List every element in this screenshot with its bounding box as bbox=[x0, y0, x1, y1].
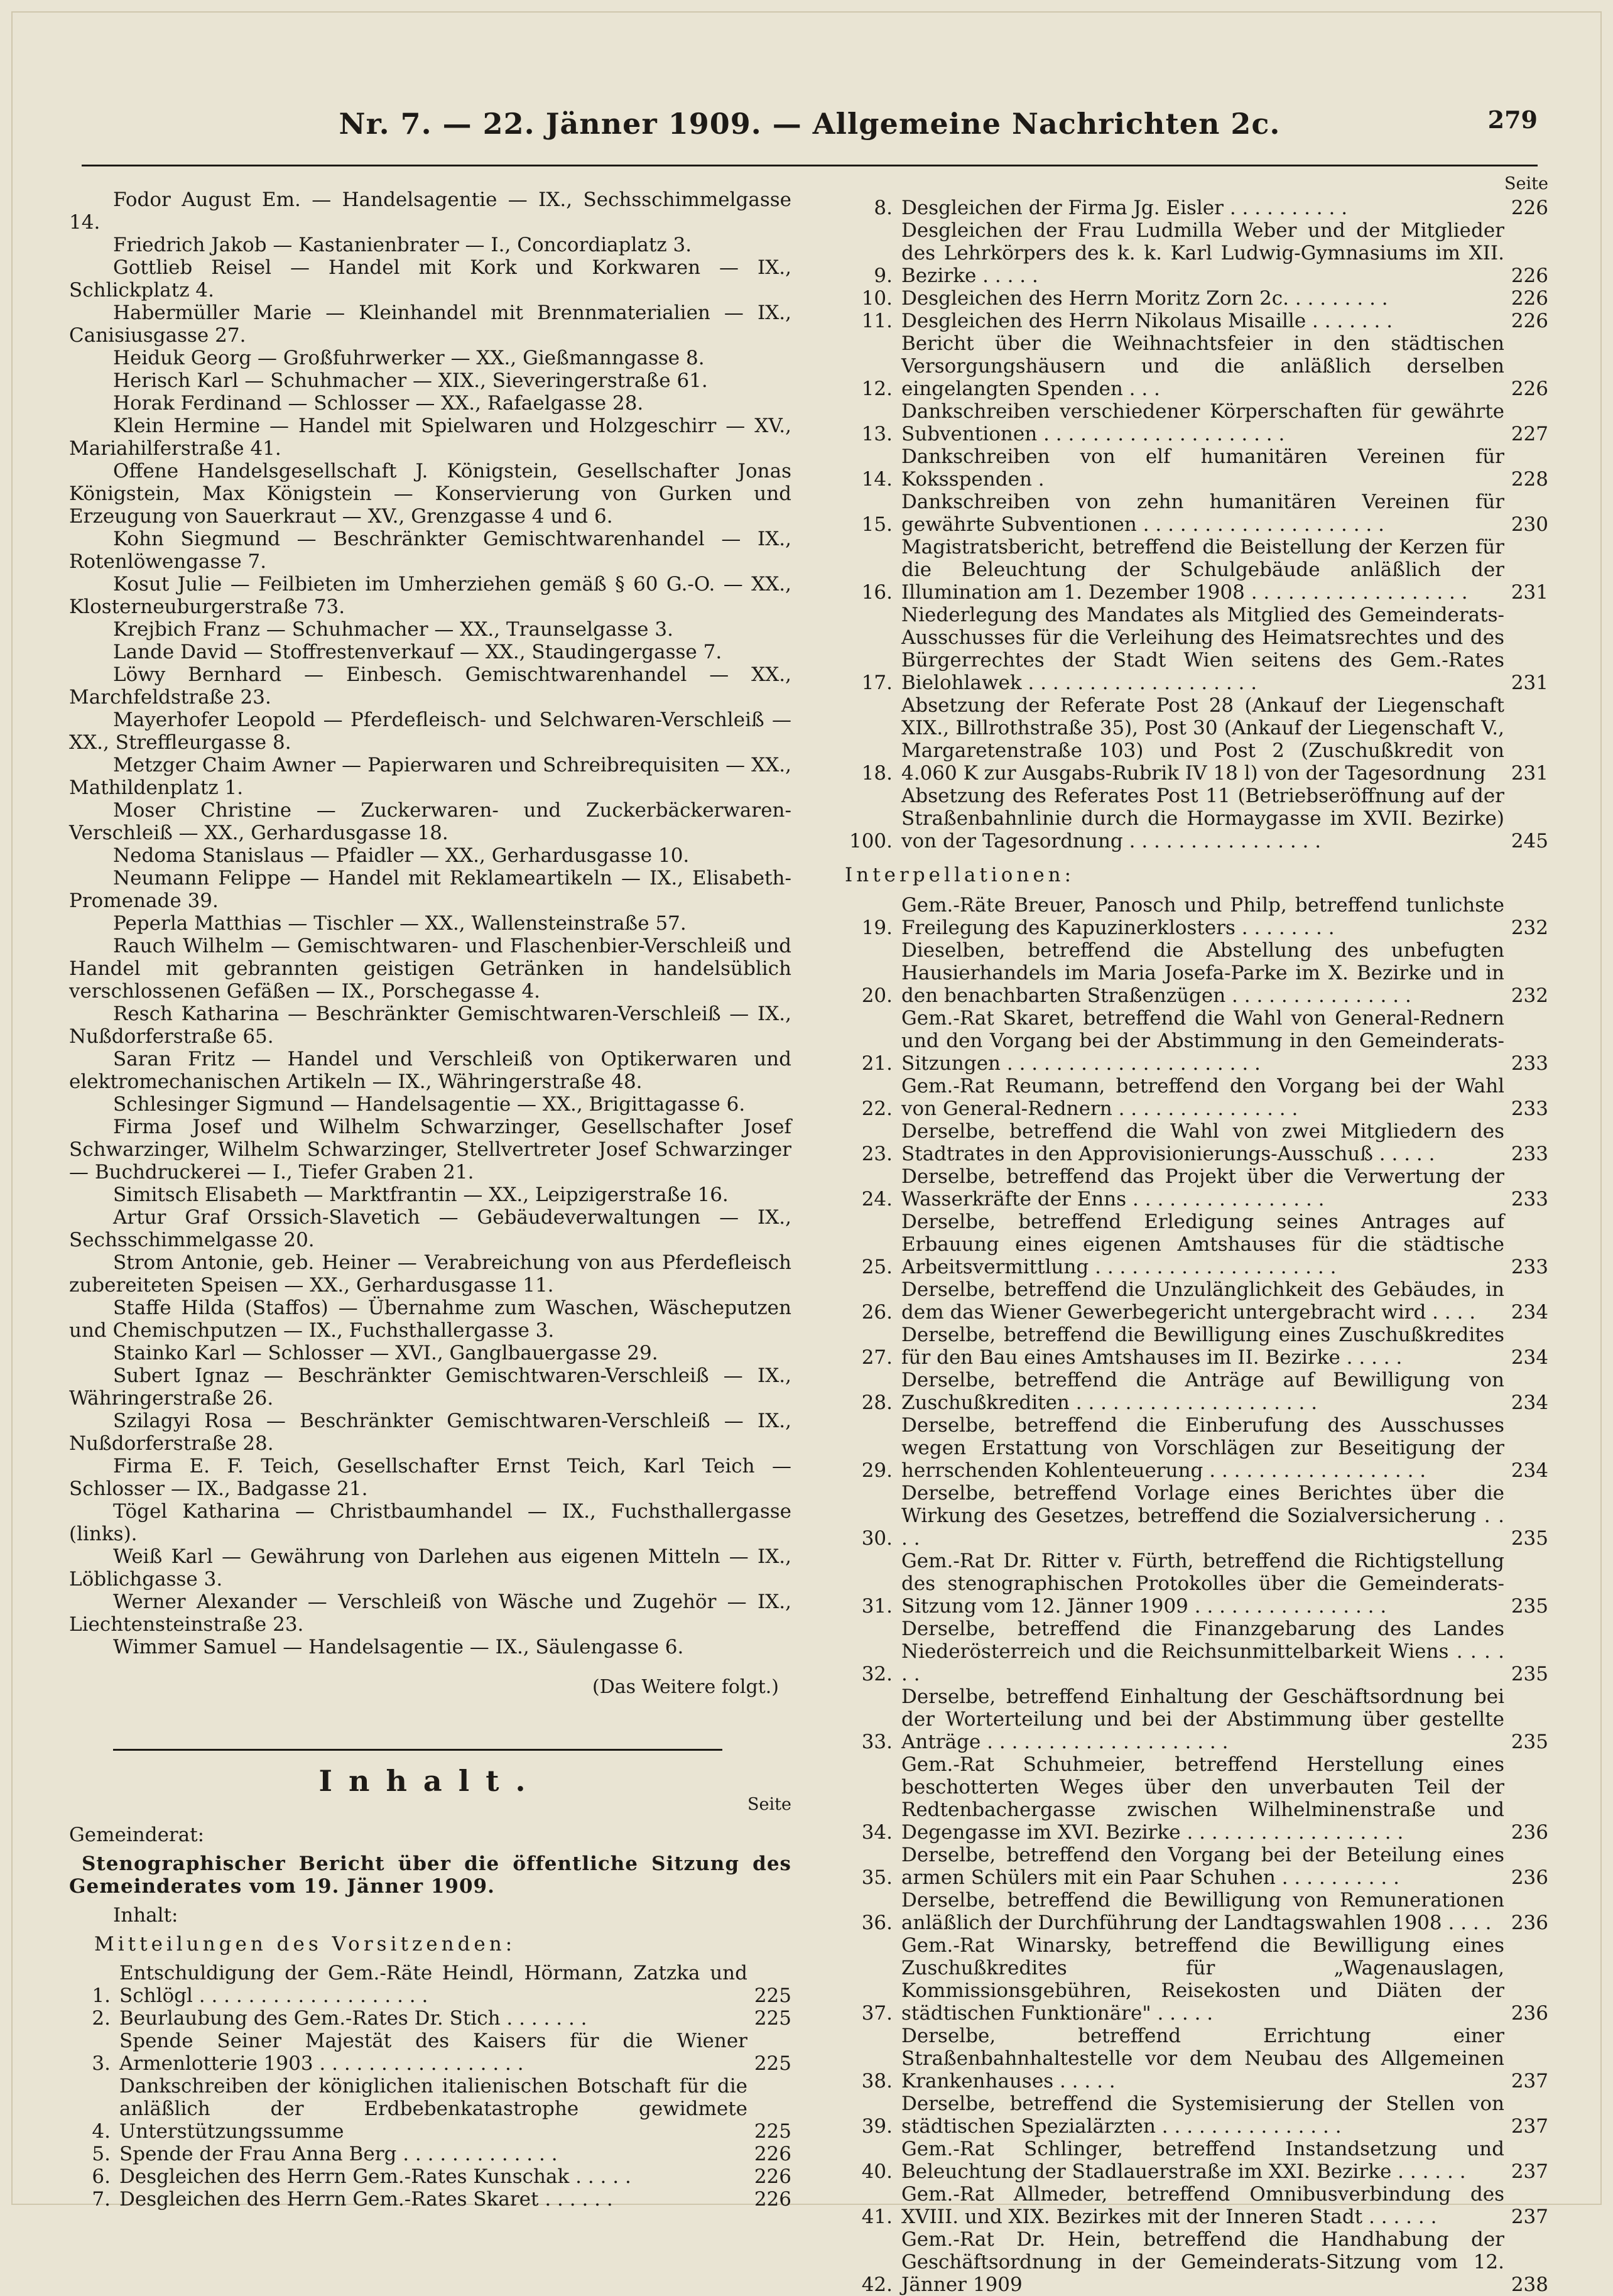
header-title: Nr. 7. — 22. Jänner 1909. — Allgemeine Nachrichten 2c. bbox=[339, 107, 1281, 141]
toc-item-number: 14. bbox=[861, 468, 893, 491]
contents-title: Inhalt. bbox=[318, 1764, 542, 1798]
toc-item bbox=[839, 1482, 1548, 1550]
toc-item-text: Desgleichen des Herrn Gem.-Rates Skaret . . . . . . bbox=[119, 2188, 613, 2211]
toc-item bbox=[839, 1753, 1548, 1844]
toc-item-text: Gem.-Räte Breuer, Panosch und Philp, betreffend tunlichste Freilegung des Kapuzinerklosters . . . . . . . . bbox=[901, 894, 1504, 939]
toc-item-text: Bericht über die Weihnachtsfeier in den städtischen Versorgungshäusern und die anläßlich derselben eingelangten Spenden . . . bbox=[901, 332, 1504, 400]
toc-item-page: 232 bbox=[1511, 917, 1548, 939]
seite-label-right: Seite bbox=[1504, 174, 1548, 193]
toc-item bbox=[839, 197, 1548, 219]
seite-label: Seite bbox=[747, 1795, 791, 1814]
toc-item-text: Derselbe, betreffend das Projekt über die Verwertung der Wasserkräfte der Enns . . . . . . . . . . . . . . . . bbox=[901, 1165, 1504, 1211]
register-entry: Staffe Hilda (Staffos) — Übernahme zum Waschen, Wäscheputzen und Chemischputzen — IX., Fuchsthallergasse 3. bbox=[69, 1297, 791, 1342]
toc-item-text: Spende Seiner Majestät des Kaisers für die Wiener Armenlotterie 1903 . . . . . . . . . . . . . . . . . bbox=[119, 2030, 747, 2075]
toc-item-text: Dankschreiben von elf humanitären Vereinen für Koksspenden . bbox=[901, 445, 1504, 491]
toc-item-text: Derselbe, betreffend die Systemisierung der Stellen von städtischen Spezialärzten . . . . . . . . . . . . . . . bbox=[901, 2092, 1504, 2138]
toc-item-page: 233 bbox=[1511, 1188, 1548, 1211]
toc-item-page: 232 bbox=[1511, 984, 1548, 1007]
right-column bbox=[839, 173, 1548, 2296]
toc-item-number: 21. bbox=[861, 1052, 893, 1075]
toc-item-page: 225 bbox=[754, 1984, 791, 2007]
toc-left-list bbox=[69, 1962, 791, 2211]
toc-item-page: 233 bbox=[1511, 1143, 1548, 1165]
toc-item-text: Gem.-Rat Allmeder, betreffend Omnibusverbindung des XVIII. und XIX. Bezirkes mit der Inneren Stadt . . . . . . bbox=[901, 2183, 1504, 2228]
toc-item bbox=[839, 1278, 1548, 1324]
toc-item-number: 22. bbox=[861, 1097, 893, 1120]
toc-item-number: 24. bbox=[861, 1188, 893, 1211]
toc-item-text: Absetzung des Referates Post 11 (Betriebseröffnung auf der Straßenbahnlinie durch die Hormaygasse im XVII. Bezirke) von der Tagesordnung . . . . . . . . . . . . . . . . bbox=[901, 785, 1504, 852]
toc-item-text: Derselbe, betreffend Erledigung seines Antrages auf Erbauung eines eigenen Amtshauses für die städtische Arbeitsvermittlung . . . . . . . . . . . . . . . . . . . . bbox=[901, 1211, 1504, 1278]
toc-item-text: Spende der Frau Anna Berg . . . . . . . . . . . . . bbox=[119, 2143, 558, 2165]
register-entry: Artur Graf Orssich-Slavetich — Gebäudeverwaltungen — IX., Sechsschimmelgasse 20. bbox=[69, 1206, 791, 1251]
toc-item bbox=[69, 2188, 791, 2211]
register-entry: Offene Handelsgesellschaft J. Königstein, Gesellschafter Jonas Königstein, Max Königstein — Konservierung von Gurken und Erzeugung von Sauerkraut — XV., Grenzgasse 4 und 6. bbox=[69, 460, 791, 528]
toc-item-page: 237 bbox=[1511, 2160, 1548, 2183]
toc-item-number: 100. bbox=[849, 830, 893, 852]
toc-item bbox=[839, 400, 1548, 445]
toc-item-number: 23. bbox=[861, 1143, 893, 1165]
toc-item-text: Gem.-Rat Reumann, betreffend den Vorgang bei der Wahl von General-Rednern . . . . . . . . . . . . . . . bbox=[901, 1075, 1504, 1120]
toc-item-page: 236 bbox=[1511, 1866, 1548, 1889]
toc-item bbox=[839, 1075, 1548, 1120]
page-header bbox=[82, 94, 1538, 151]
toc-item-text: Derselbe, betreffend den Vorgang bei der Beteilung eines armen Schülers mit ein Paar Schuhen . . . . . . . . . . bbox=[901, 1844, 1504, 1889]
toc-item bbox=[839, 1685, 1548, 1753]
toc-item bbox=[839, 1324, 1548, 1369]
toc-item-number: 36. bbox=[861, 1912, 893, 1934]
toc-item bbox=[839, 694, 1548, 785]
toc-item-number: 25. bbox=[861, 1256, 893, 1278]
register-entry: Neumann Felippe — Handel mit Reklameartikeln — IX., Elisabeth-Promenade 39. bbox=[69, 867, 791, 912]
toc-item-number: 41. bbox=[861, 2206, 893, 2228]
toc-item-page: 225 bbox=[754, 2007, 791, 2030]
register-entry: Heiduk Georg — Großfuhrwerker — XX., Gießmanngasse 8. bbox=[113, 347, 705, 369]
toc-item-number: 30. bbox=[861, 1527, 893, 1550]
toc-item-number: 26. bbox=[861, 1301, 893, 1324]
toc-item-page: 226 bbox=[754, 2143, 791, 2165]
toc-item bbox=[839, 1618, 1548, 1685]
toc-item-number: 19. bbox=[861, 917, 893, 939]
toc-item-text: Gem.-Rat Dr. Hein, betreffend die Handhabung der Geschäftsordnung in der Gemeinderats-Sitzung vom 12. Jänner 1909 bbox=[901, 2228, 1504, 2296]
toc-item-page: 236 bbox=[1511, 1821, 1548, 1844]
toc-item-text: Dankschreiben von zehn humanitären Vereinen für gewährte Subventionen . . . . . . . . . . . . . . . . . . . . bbox=[901, 491, 1504, 536]
register-entry: Löwy Bernhard — Einbesch. Gemischtwarenhandel — XX., Marchfeldstraße 23. bbox=[69, 663, 791, 709]
toc-item bbox=[839, 310, 1548, 332]
toc-item-page: 237 bbox=[1511, 2070, 1548, 2092]
toc-item-text: Desgleichen des Herrn Moritz Zorn 2c. . . . . . . . . bbox=[901, 287, 1388, 310]
page-number: 279 bbox=[1487, 106, 1538, 134]
register-entry: Lande David — Stoffrestenverkauf — XX., Staudingergasse 7. bbox=[113, 641, 722, 663]
toc-item-number: 8. bbox=[874, 197, 893, 219]
mitteilungen-label: Mitteilungen des Vorsitzenden: bbox=[94, 1933, 516, 1956]
toc-item-text: Desgleichen des Herrn Nikolaus Misaille . . . . . . . bbox=[901, 310, 1393, 332]
toc-item bbox=[839, 1414, 1548, 1482]
toc-item bbox=[839, 2092, 1548, 2138]
toc-item-page: 234 bbox=[1511, 1391, 1548, 1414]
toc-item bbox=[839, 2025, 1548, 2092]
toc-item-text: Derselbe, betreffend die Unzulänglichkeit des Gebäudes, in dem das Wiener Gewerbegericht untergebracht wird . . . . bbox=[901, 1278, 1504, 1324]
toc-item bbox=[839, 445, 1548, 491]
toc-item-number: 3. bbox=[92, 2052, 111, 2075]
toc-item-number: 35. bbox=[861, 1866, 893, 1889]
toc-item-page: 228 bbox=[1511, 468, 1548, 491]
toc-item-page: 227 bbox=[1511, 423, 1548, 445]
register-entry: Herisch Karl — Schuhmacher — XIX., Sieveringerstraße 61. bbox=[113, 369, 708, 392]
toc-item-text: Derselbe, betreffend die Wahl von zwei Mitgliedern des Stadtrates in den Approvisionierungs-Ausschuß . . . . . bbox=[901, 1120, 1504, 1165]
toc-item bbox=[839, 491, 1548, 536]
register-entry: Gottlieb Reisel — Handel mit Kork und Korkwaren — IX., Schlickplatz 4. bbox=[69, 256, 791, 302]
register-entry: Horak Ferdinand — Schlosser — XX., Rafaelgasse 28. bbox=[113, 392, 644, 415]
toc-item-text: Gem.-Rat Dr. Ritter v. Fürth, betreffend die Richtigstellung des stenographischen Protokolles über die Gemeinderats-Sitzung vom 12. Jänner 1909 . . . . . . . . . . . . . . . . bbox=[901, 1550, 1504, 1618]
toc-item-text: Beurlaubung des Gem.-Rates Dr. Stich . . . . . . . bbox=[119, 2007, 587, 2030]
register-entry: Strom Antonie, geb. Heiner — Verabreichung von aus Pferdefleisch zubereiteten Speisen — XX., Gerhardusgasse 11. bbox=[69, 1251, 791, 1297]
interpellationen-label: Interpellationen: bbox=[845, 864, 1075, 886]
register-entry: Fodor August Em. — Handelsagentie — IX., Sechsschimmelgasse 14. bbox=[69, 188, 791, 234]
toc-item bbox=[69, 2143, 791, 2165]
toc-item-number: 39. bbox=[861, 2115, 893, 2138]
toc-item-text: Dieselben, betreffend die Abstellung des unbefugten Hausierhandels im Maria Josefa-Parke im X. Bezirke und in den benachbarten Straßenzügen . . . . . . . . . . . . . . . bbox=[901, 939, 1504, 1007]
toc-item bbox=[839, 1165, 1548, 1211]
trade-register-list bbox=[69, 188, 791, 1658]
toc-item-page: 230 bbox=[1511, 513, 1548, 536]
toc-item-text: Derselbe, betreffend die Bewilligung von Remunerationen anläßlich der Durchführung der Landtagswahlen 1908 . . . . bbox=[901, 1889, 1504, 1934]
toc-item-page: 238 bbox=[1511, 2273, 1548, 2296]
register-entry: Nedoma Stanislaus — Pfaidler — XX., Gerhardusgasse 10. bbox=[113, 844, 690, 867]
toc-item-page: 231 bbox=[1511, 672, 1548, 694]
toc-item-number: 10. bbox=[861, 287, 893, 310]
register-entry: Stainko Karl — Schlosser — XVI., Ganglbauergasse 29. bbox=[113, 1342, 658, 1364]
toc-item-number: 16. bbox=[861, 581, 893, 604]
toc-item-page: 233 bbox=[1511, 1052, 1548, 1075]
toc-item-page: 233 bbox=[1511, 1097, 1548, 1120]
toc-item-text: Derselbe, betreffend Vorlage eines Berichtes über die Wirkung des Gesetzes, betreffend die Sozialversicherung . . . . bbox=[901, 1482, 1504, 1550]
toc-item-number: 20. bbox=[861, 984, 893, 1007]
toc-item-page: 234 bbox=[1511, 1346, 1548, 1369]
toc-item bbox=[839, 1844, 1548, 1889]
register-entry: Kosut Julie — Feilbieten im Umherziehen gemäß § 60 G.-O. — XX., Klosterneuburgerstraße 73. bbox=[69, 573, 791, 618]
toc-item-page: 236 bbox=[1511, 1912, 1548, 1934]
register-entry: Schlesinger Sigmund — Handelsagentie — XX., Brigittagasse 6. bbox=[113, 1093, 746, 1116]
register-entry: Resch Katharina — Beschränkter Gemischtwaren-Verschleiß — IX., Nußdorferstraße 65. bbox=[69, 1003, 791, 1048]
toc-item-text: Desgleichen des Herrn Gem.-Rates Kunschak . . . . . bbox=[119, 2165, 631, 2188]
register-entry: Habermüller Marie — Kleinhandel mit Brennmaterialien — IX., Canisiusgasse 27. bbox=[69, 302, 791, 347]
gemeinderat-label: Gemeinderat: bbox=[69, 1824, 205, 1846]
toc-item-number: 6. bbox=[92, 2165, 111, 2188]
toc-item-page: 234 bbox=[1511, 1459, 1548, 1482]
toc-item-number: 12. bbox=[861, 378, 893, 400]
toc-item-number: 32. bbox=[861, 1663, 893, 1685]
header-rule bbox=[82, 165, 1538, 166]
toc-item-number: 4. bbox=[92, 2120, 111, 2143]
toc-item-number: 1. bbox=[92, 1984, 111, 2007]
toc-item-page: 245 bbox=[1511, 830, 1548, 852]
toc-item bbox=[839, 2228, 1548, 2296]
continued-note: (Das Weitere folgt.) bbox=[592, 1676, 779, 1698]
toc-item-page: 237 bbox=[1511, 2115, 1548, 2138]
toc-item bbox=[839, 939, 1548, 1007]
toc-item-number: 9. bbox=[874, 264, 893, 287]
register-entry: Weiß Karl — Gewährung von Darlehen aus eigenen Mitteln — IX., Löblichgasse 3. bbox=[69, 1545, 791, 1591]
toc-item-number: 29. bbox=[861, 1459, 893, 1482]
toc-item-number: 37. bbox=[861, 2002, 893, 2025]
toc-item-page: 226 bbox=[1511, 197, 1548, 219]
register-entry: Mayerhofer Leopold — Pferdefleisch- und Selchwaren-Verschleiß — XX., Streffleurgasse 8. bbox=[69, 709, 791, 754]
toc-item bbox=[839, 604, 1548, 694]
toc-item-text: Derselbe, betreffend die Bewilligung eines Zuschußkredites für den Bau eines Amtshauses im II. Bezirke . . . . . bbox=[901, 1324, 1504, 1369]
toc-item bbox=[69, 1962, 791, 2007]
toc-item-page: 225 bbox=[754, 2120, 791, 2143]
toc-item-text: Gem.-Rat Schuhmeier, betreffend Herstellung eines beschotterten Weges über den unverbauten Teil der Redtenbachergasse zwischen Wilhelminenstraße und Degengasse im XVI. Bezirke . . . . . . . . . . . . . . . . . . bbox=[901, 1753, 1504, 1844]
toc-item bbox=[839, 1934, 1548, 2025]
toc-item-text: Absetzung der Referate Post 28 (Ankauf der Liegenschaft XIX., Billrothstraße 35), Post 30 (Ankauf der Liegenschaft V., Margaretenstraße 103) und Post 2 (Zuschußkredit von 4.060 K zur Ausgabs-Rubrik IV 18 l) von der Tagesordnung bbox=[901, 694, 1504, 785]
toc-item-text: Dankschreiben der königlichen italienischen Botschaft für die anläßlich der Erdbebenkatastrophe gewidmete Unterstützungssumme bbox=[119, 2075, 747, 2143]
toc-item-number: 38. bbox=[861, 2070, 893, 2092]
register-entry: Tögel Katharina — Christbaumhandel — IX., Fuchsthallergasse (links). bbox=[69, 1500, 791, 1545]
toc-item bbox=[839, 1211, 1548, 1278]
toc-item-page: 235 bbox=[1511, 1731, 1548, 1753]
toc-item-text: Gem.-Rat Winarsky, betreffend die Bewilligung eines Zuschußkredites für „Wagenauslagen, Kommissionsgebühren, Reisekosten und Diäten der städtischen Funktionäre" . . . . . bbox=[901, 1934, 1504, 2025]
toc-item-text: Derselbe, betreffend die Einberufung des Ausschusses wegen Erstattung von Vorschlägen zur Beseitigung der herrschenden Kohlenteuerung . . . . . . . . . . . . . . . . . . bbox=[901, 1414, 1504, 1482]
toc-item bbox=[839, 287, 1548, 310]
toc-item-number: 18. bbox=[861, 762, 893, 785]
toc-item-text: Derselbe, betreffend Errichtung einer Straßenbahnhaltestelle vor dem Neubau des Allgemeinen Krankenhauses . . . . . bbox=[901, 2025, 1504, 2092]
register-entry: Firma Josef und Wilhelm Schwarzinger, Gesellschafter Josef Schwarzinger, Wilhelm Schwarzinger, Stellvertreter Josef Schwarzinger — Buchdruckerei — I., Tiefer Graben 21. bbox=[69, 1116, 791, 1183]
toc-item bbox=[839, 1550, 1548, 1618]
toc-item bbox=[839, 894, 1548, 939]
toc-item bbox=[839, 2138, 1548, 2183]
toc-item bbox=[69, 2075, 791, 2143]
toc-item-number: 40. bbox=[861, 2160, 893, 2183]
register-entry: Moser Christine — Zuckerwaren- und Zuckerbäckerwaren-Verschleiß — XX., Gerhardusgasse 18. bbox=[69, 799, 791, 844]
register-entry: Simitsch Elisabeth — Marktfrantin — XX., Leipzigerstraße 16. bbox=[113, 1183, 729, 1206]
toc-item-number: 13. bbox=[861, 423, 893, 445]
toc-item-number: 17. bbox=[861, 672, 893, 694]
toc-item-text: Niederlegung des Mandates als Mitglied des Gemeinderats-Ausschusses für die Verleihung des Heimatsrechtes und des Bürgerrechtes der Stadt Wien seitens des Gem.-Rates Bielohlawek . . . . . . . . . . . . . . . . . . . bbox=[901, 604, 1504, 694]
toc-item-page: 225 bbox=[754, 2052, 791, 2075]
toc-item-page: 226 bbox=[754, 2188, 791, 2211]
register-entry: Krejbich Franz — Schuhmacher — XX., Traunselgasse 3. bbox=[113, 618, 673, 641]
toc-item-number: 5. bbox=[92, 2143, 111, 2165]
left-column bbox=[69, 188, 791, 2211]
toc-item-number: 7. bbox=[92, 2188, 111, 2211]
toc-item-page: 235 bbox=[1511, 1527, 1548, 1550]
toc-item-number: 27. bbox=[861, 1346, 893, 1369]
toc-item bbox=[69, 2030, 791, 2075]
toc-item-number: 28. bbox=[861, 1391, 893, 1414]
toc-item-number: 42. bbox=[861, 2273, 893, 2296]
register-entry: Rauch Wilhelm — Gemischtwaren- und Flaschenbier-Verschleiß und Handel mit gebrannten geistigen Getränken in handelsüblich verschlossenen Gefäßen — IX., Porschegasse 4. bbox=[69, 935, 791, 1003]
toc-item-page: 226 bbox=[1511, 378, 1548, 400]
interpellationen-list bbox=[839, 894, 1548, 2296]
register-entry: Firma E. F. Teich, Gesellschafter Ernst Teich, Karl Teich — Schlosser — IX., Badgasse 21. bbox=[69, 1455, 791, 1500]
toc-item-text: Desgleichen der Firma Jg. Eisler . . . . . . . . . . bbox=[901, 197, 1348, 219]
toc-item-number: 15. bbox=[861, 513, 893, 536]
toc-item-page: 226 bbox=[1511, 264, 1548, 287]
toc-item bbox=[839, 1120, 1548, 1165]
toc-item-number: 31. bbox=[861, 1595, 893, 1618]
toc-item-page: 226 bbox=[754, 2165, 791, 2188]
toc-item-page: 236 bbox=[1511, 2002, 1548, 2025]
register-entry: Subert Ignaz — Beschränkter Gemischtwaren-Verschleiß — IX., Währingerstraße 26. bbox=[69, 1364, 791, 1410]
toc-item bbox=[839, 1007, 1548, 1075]
toc-item-page: 235 bbox=[1511, 1595, 1548, 1618]
toc-item-text: Derselbe, betreffend die Finanzgebarung des Landes Niederösterreich und die Reichsunmittelbarkeit Wiens . . . . . . bbox=[901, 1618, 1504, 1685]
toc-item-text: Derselbe, betreffend Einhaltung der Geschäftsordnung bei der Worterteilung und bei der Abstimmung über gestellte Anträge . . . . . . . . . . . . . . . . . . . . bbox=[901, 1685, 1504, 1753]
toc-item-text: Gem.-Rat Skaret, betreffend die Wahl von General-Rednern und den Vorgang bei der Abstimmung in den Gemeinderats-Sitzungen . . . . . . . . . . . . . . . . . . . . . bbox=[901, 1007, 1504, 1075]
register-entry: Szilagyi Rosa — Beschränkter Gemischtwaren-Verschleiß — IX., Nußdorferstraße 28. bbox=[69, 1410, 791, 1455]
report-title: Stenographischer Bericht über die öffentliche Sitzung des Gemeinderates vom 19. Jänner 1909. bbox=[69, 1853, 791, 1898]
toc-item-number: 34. bbox=[861, 1821, 893, 1844]
register-entry: Kohn Siegmund — Beschränkter Gemischtwarenhandel — IX., Rotenlöwengasse 7. bbox=[69, 528, 791, 573]
toc-item-number: 11. bbox=[861, 310, 893, 332]
toc-item-page: 235 bbox=[1511, 1663, 1548, 1685]
register-entry: Friedrich Jakob — Kastanienbrater — I., Concordiaplatz 3. bbox=[113, 234, 692, 256]
toc-item bbox=[839, 1889, 1548, 1934]
toc-item-text: Desgleichen der Frau Ludmilla Weber und der Mitglieder des Lehrkörpers des k. k. Karl Ludwig-Gymnasiums im XII. Bezirke . . . . . bbox=[901, 219, 1504, 287]
toc-item-page: 237 bbox=[1511, 2206, 1548, 2228]
toc-item-text: Dankschreiben verschiedener Körperschaften für gewährte Subventionen . . . . . . . . . . . . . . . . . . . . bbox=[901, 400, 1504, 445]
toc-item-text: Entschuldigung der Gem.-Räte Heindl, Hörmann, Zatzka und Schlögl . . . . . . . . . . . . . . . . . . . bbox=[119, 1962, 747, 2007]
inhalt-sub-label: Inhalt: bbox=[113, 1904, 178, 1927]
toc-item-page: 226 bbox=[1511, 287, 1548, 310]
register-entry: Klein Hermine — Handel mit Spielwaren und Holzgeschirr — XV., Mariahilferstraße 41. bbox=[69, 415, 791, 460]
toc-item bbox=[69, 2165, 791, 2188]
toc-item-page: 234 bbox=[1511, 1301, 1548, 1324]
toc-item bbox=[69, 2007, 791, 2030]
toc-item bbox=[839, 1369, 1548, 1414]
toc-item-number: 33. bbox=[861, 1731, 893, 1753]
toc-item bbox=[839, 219, 1548, 287]
section-rule bbox=[113, 1749, 722, 1751]
register-entry: Werner Alexander — Verschleiß von Wäsche und Zugehör — IX., Liechtensteinstraße 23. bbox=[69, 1591, 791, 1636]
toc-item bbox=[839, 785, 1548, 852]
register-entry: Saran Fritz — Handel und Verschleiß von Optikerwaren und elektromechanischen Artikeln — IX., Währingerstraße 48. bbox=[69, 1048, 791, 1093]
toc-item-text: Derselbe, betreffend die Anträge auf Bewilligung von Zuschußkrediten . . . . . . . . . . . . . . . . . . . . bbox=[901, 1369, 1504, 1414]
register-entry: Wimmer Samuel — Handelsagentie — IX., Säulengasse 6. bbox=[113, 1636, 684, 1658]
toc-item-page: 233 bbox=[1511, 1256, 1548, 1278]
toc-item bbox=[839, 536, 1548, 604]
toc-item-text: Magistratsbericht, betreffend die Beistellung der Kerzen für die Beleuchtung der Schulgebäude anläßlich der Illumination am 1. Dezember 1908 . . . . . . . . . . . . . . . . . . bbox=[901, 536, 1504, 604]
register-entry: Metzger Chaim Awner — Papierwaren und Schreibrequisiten — XX., Mathildenplatz 1. bbox=[69, 754, 791, 799]
toc-item bbox=[839, 2183, 1548, 2228]
toc-item-page: 231 bbox=[1511, 581, 1548, 604]
toc-item-page: 226 bbox=[1511, 310, 1548, 332]
register-entry: Peperla Matthias — Tischler — XX., Wallensteinstraße 57. bbox=[113, 912, 687, 935]
toc-item-text: Gem.-Rat Schlinger, betreffend Instandsetzung und Beleuchtung der Stadlauerstraße im XXI. Bezirke . . . . . . bbox=[901, 2138, 1504, 2183]
toc-item bbox=[839, 332, 1548, 400]
toc-right-list bbox=[839, 197, 1548, 852]
toc-item-number: 2. bbox=[92, 2007, 111, 2030]
toc-item-page: 231 bbox=[1511, 762, 1548, 785]
